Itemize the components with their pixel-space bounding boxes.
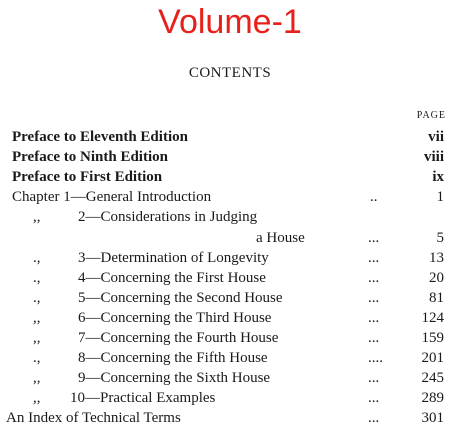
entry-page: 159 [421, 330, 444, 346]
entry-leader: .... [368, 350, 383, 366]
toc-entry-chapter-9 [0, 368, 460, 388]
entry-page: 245 [421, 370, 444, 386]
entry-leader: ... [368, 370, 380, 386]
entry-title: 6—Concerning the Third House [78, 310, 272, 326]
entry-title: 5—Concerning the Second House [78, 290, 283, 306]
entry-leader: ... [368, 390, 380, 406]
entry-leader: ... [368, 330, 380, 346]
entry-leader: ... [368, 270, 380, 286]
toc-entry-chapter-10 [0, 388, 460, 408]
entry-page: ix [432, 169, 444, 185]
toc-entry-chapter-4 [0, 268, 460, 288]
entry-title: 7—Concerning the Fourth House [78, 330, 279, 346]
entry-title: Chapter 1—General Introduction [12, 189, 212, 205]
toc-entry-chapter-5 [0, 288, 460, 308]
entry-page: 5 [436, 230, 444, 246]
entry-ditto-mark: ,, [33, 390, 41, 406]
entry-leader: ... [368, 290, 380, 306]
entry-title: 2—Considerations in Judging [78, 209, 258, 225]
entry-title: 8—Concerning the Fifth House [78, 350, 268, 366]
toc-entry-chapter-3 [0, 248, 460, 268]
entry-leader: ... [368, 230, 380, 246]
entry-page: 13 [429, 250, 444, 266]
toc-entry-preface-eleventh [0, 127, 460, 147]
entry-title: Preface to Ninth Edition [12, 149, 168, 165]
entry-title: Preface to Eleventh Edition [12, 129, 188, 145]
entry-ditto-mark: ., [33, 350, 41, 366]
entry-leader: ... [368, 310, 380, 326]
entry-ditto-mark: ,, [33, 209, 41, 225]
entry-page: 201 [421, 350, 444, 366]
entry-page: 20 [429, 270, 444, 286]
entry-title: 10—Practical Examples [70, 390, 216, 406]
toc-entry-preface-ninth [0, 147, 460, 167]
entry-ditto-mark: ., [33, 270, 41, 286]
page-column-label: PAGE [416, 110, 446, 121]
entry-page: vii [428, 129, 444, 145]
entry-title: An Index of Technical Terms [6, 410, 181, 426]
entry-ditto-mark: ,, [33, 330, 41, 346]
entry-title: 9—Concerning the Sixth House [78, 370, 271, 386]
entry-title: 3—Determination of Longevity [78, 250, 269, 266]
entry-page: 301 [421, 410, 444, 426]
toc-entry-chapter-6 [0, 308, 460, 328]
entry-page: viii [423, 149, 444, 165]
entry-page: 289 [421, 390, 444, 406]
toc-entry-chapter-1 [0, 187, 460, 207]
contents-heading: CONTENTS [188, 65, 272, 81]
entry-ditto-mark: ,, [33, 370, 41, 386]
toc-entry-chapter-2 [0, 207, 460, 227]
entry-leader: .. [370, 189, 378, 205]
entry-ditto-mark: ., [33, 290, 41, 306]
entry-leader: ... [368, 250, 380, 266]
entry-title: a House [256, 230, 305, 246]
toc-entry-chapter-8 [0, 348, 460, 368]
entry-ditto-mark: ., [33, 250, 41, 266]
toc-entry-index [0, 408, 460, 428]
toc-entry-preface-first [0, 167, 460, 187]
entry-page: 124 [421, 310, 444, 326]
entry-leader: ... [368, 410, 380, 426]
entry-page: 1 [436, 189, 444, 205]
toc-entry-chapter-2-cont [0, 228, 460, 248]
volume-title: Volume-1 [158, 3, 302, 41]
toc-entry-chapter-7 [0, 328, 460, 348]
entry-ditto-mark: ,, [33, 310, 41, 326]
entry-title: 4—Concerning the First House [78, 270, 266, 286]
entry-title: Preface to First Edition [12, 169, 163, 185]
entry-page: 81 [429, 290, 444, 306]
